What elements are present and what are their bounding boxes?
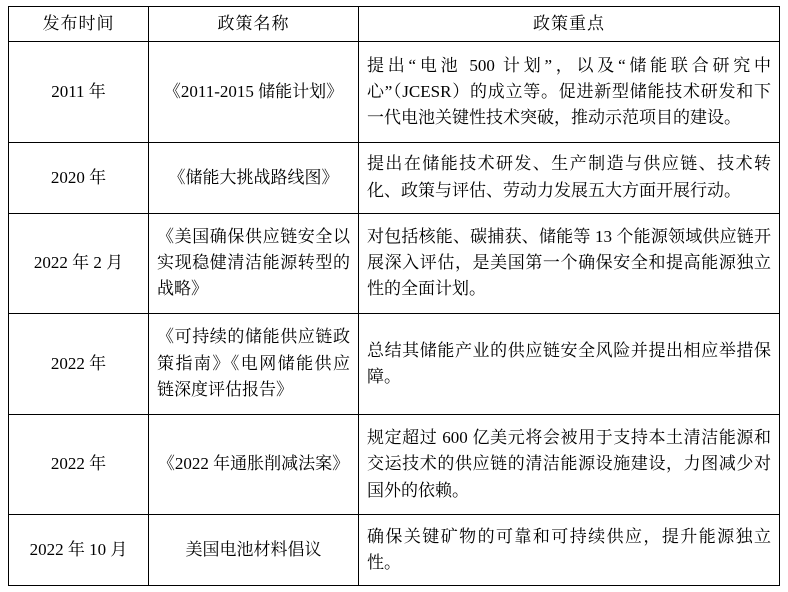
table-row [9,142,780,213]
cell-release-time: 2011 年 [9,42,149,143]
cell-policy-point: 提出在储能技术研发、生产制造与供应链、技术转化、政策与评估、劳动力发展五大方面开展行动。 [359,142,780,213]
policy-name-text: 美国电池材料倡议 [185,540,322,560]
policy-table [8,6,780,586]
cell-policy-name [149,42,359,143]
cell-policy-point: 总结其储能产业的供应链安全风险并提出相应举措保障。 [359,314,780,415]
cell-release-time: 2022 年 [9,414,149,515]
table-header [9,7,780,42]
cell-release-time: 2022 年 [9,314,149,415]
cell-policy-point: 提出“电池 500 计划”，以及“储能联合研究中心”（JCESR）的成立等。促进新型储能技术研发和下一代电池关键性技术突破，推动示范项目的建设。 [359,42,780,143]
cell-release-time: 2022 年 2 月 [9,213,149,314]
table-row [9,414,780,515]
policy-name-text: 《美国确保供应链安全以实现稳健清洁能源转型的战略》 [157,226,350,299]
cell-policy-name [149,414,359,515]
policy-name-text: 《储能大挑战路线图》 [168,167,339,187]
table-row [9,213,780,314]
table-row [9,314,780,415]
cell-release-time: 2022 年 10 月 [9,515,149,586]
cell-release-time: 2020 年 [9,142,149,213]
cell-policy-name [149,314,359,415]
table-header-row [9,7,780,42]
column-header-time: 发布时间 [9,7,149,42]
cell-policy-name [149,213,359,314]
table-row [9,515,780,586]
cell-policy-name [149,515,359,586]
column-header-name: 政策名称 [149,7,359,42]
policy-name-text: 《可持续的储能供应链政策指南》《电网储能供应链深度评估报告》 [157,327,350,400]
cell-policy-point: 规定超过 600 亿美元将会被用于支持本土清洁能源和交运技术的供应链的清洁能源设施建设，力图减少对国外的依赖。 [359,414,780,515]
table-row [9,42,780,143]
cell-policy-point: 对包括核能、碳捕获、储能等 13 个能源领域供应链开展深入评估，是美国第一个确保安全和提高能源独立性的全面计划。 [359,213,780,314]
column-header-point: 政策重点 [359,7,780,42]
cell-policy-name [149,142,359,213]
policy-name-text: 《2022 年通胀削减法案》 [157,454,350,474]
policy-name-text: 《2011-2015 储能计划》 [163,81,344,101]
cell-policy-point: 确保关键矿物的可靠和可持续供应，提升能源独立性。 [359,515,780,586]
table-body [9,42,780,586]
